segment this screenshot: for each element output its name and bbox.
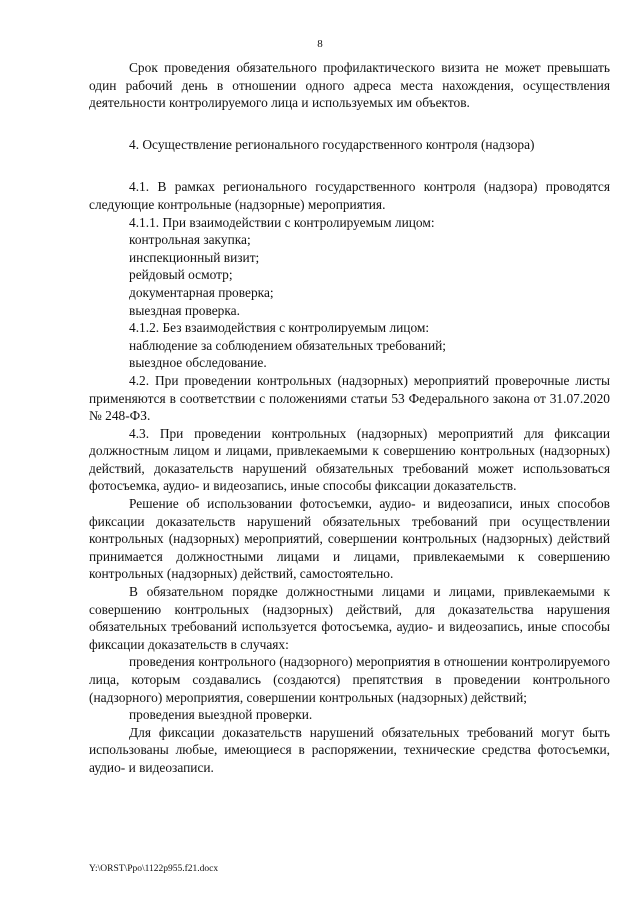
section-heading: 4. Осуществление регионального государственного контроля (надзора) bbox=[129, 136, 535, 152]
paragraph: 4.1.1. При взаимодействии с контролируемым лицом: bbox=[129, 214, 435, 230]
page-number: 8 bbox=[317, 38, 323, 50]
paragraph: инспекционный визит; bbox=[129, 249, 260, 265]
paragraph: В обязательном порядке должностными лицами и лицами, привлекаемыми к совершению контрольных (надзорных) действий, для доказательства нарушения обязательных требований используется фотосъемка, аудио- и видеозапись, иные способы фиксации доказательств в случаях: bbox=[89, 584, 610, 652]
paragraph-visit-duration: Срок проведения обязательного профилактического визита не может превышать один рабочий день в отношении одного адреса места нахождения, осуществления деятельности контролируемого лица и используемых им объектов. bbox=[89, 60, 610, 111]
footer-file-path: Y:\ORST\Ppo\1122p955.f21.docx bbox=[89, 864, 219, 874]
paragraph: контрольная закупка; bbox=[129, 232, 251, 248]
document-body bbox=[89, 59, 610, 777]
paragraph: 4.1. В рамках регионального государственного контроля (надзора) проводятся следующие контрольные (надзорные) мероприятия. bbox=[89, 179, 610, 212]
paragraph: проведения контрольного (надзорного) мероприятия в отношении контролируемого лица, которым создавались (создаются) препятствия в проведении контрольного (надзорного) мероприятия, совершении контрольных (надзорных) действий; bbox=[89, 654, 610, 705]
paragraph: выездное обследование. bbox=[129, 355, 267, 371]
paragraph: 4.3. При проведении контрольных (надзорных) мероприятий для фиксации должностным лицом и лицами, привлекаемыми к совершению контрольных (надзорных) действий, доказательств нарушений обязательных требований может использоваться фотосъемка, аудио- и видеозапись, иные способы фиксации доказательств. bbox=[89, 425, 610, 494]
paragraph: Решение об использовании фотосъемки, аудио- и видеозаписи, иных способов фиксации доказательств нарушений обязательных требований при осуществлении контрольных (надзорных) мероприятий, совершении контрольных (надзорных) действий принимается должностными лицами и лицами, привлекаемыми к совершению контрольных (надзорных) действий, самостоятельно. bbox=[89, 496, 610, 582]
paragraph: выездная проверка. bbox=[129, 302, 240, 318]
paragraph: 4.2. При проведении контрольных (надзорных) мероприятий проверочные листы применяются в соответствии с положениями статьи 53 Федерального закона от 31.07.2020 № 248-ФЗ. bbox=[89, 372, 610, 424]
paragraph: 4.1.2. Без взаимодействия с контролируемым лицом: bbox=[129, 320, 430, 336]
paragraph: Для фиксации доказательств нарушений обязательных требований могут быть использованы любые, имеющиеся в распоряжении, технические средства фотосъемки, аудио- и видеозаписи. bbox=[89, 724, 610, 775]
section-paragraphs bbox=[89, 178, 610, 776]
paragraph: наблюдение за соблюдением обязательных требований; bbox=[129, 337, 447, 353]
paragraph: рейдовый осмотр; bbox=[129, 267, 233, 283]
paragraph: документарная проверка; bbox=[129, 284, 274, 300]
paragraph: проведения выездной проверки. bbox=[129, 707, 313, 723]
